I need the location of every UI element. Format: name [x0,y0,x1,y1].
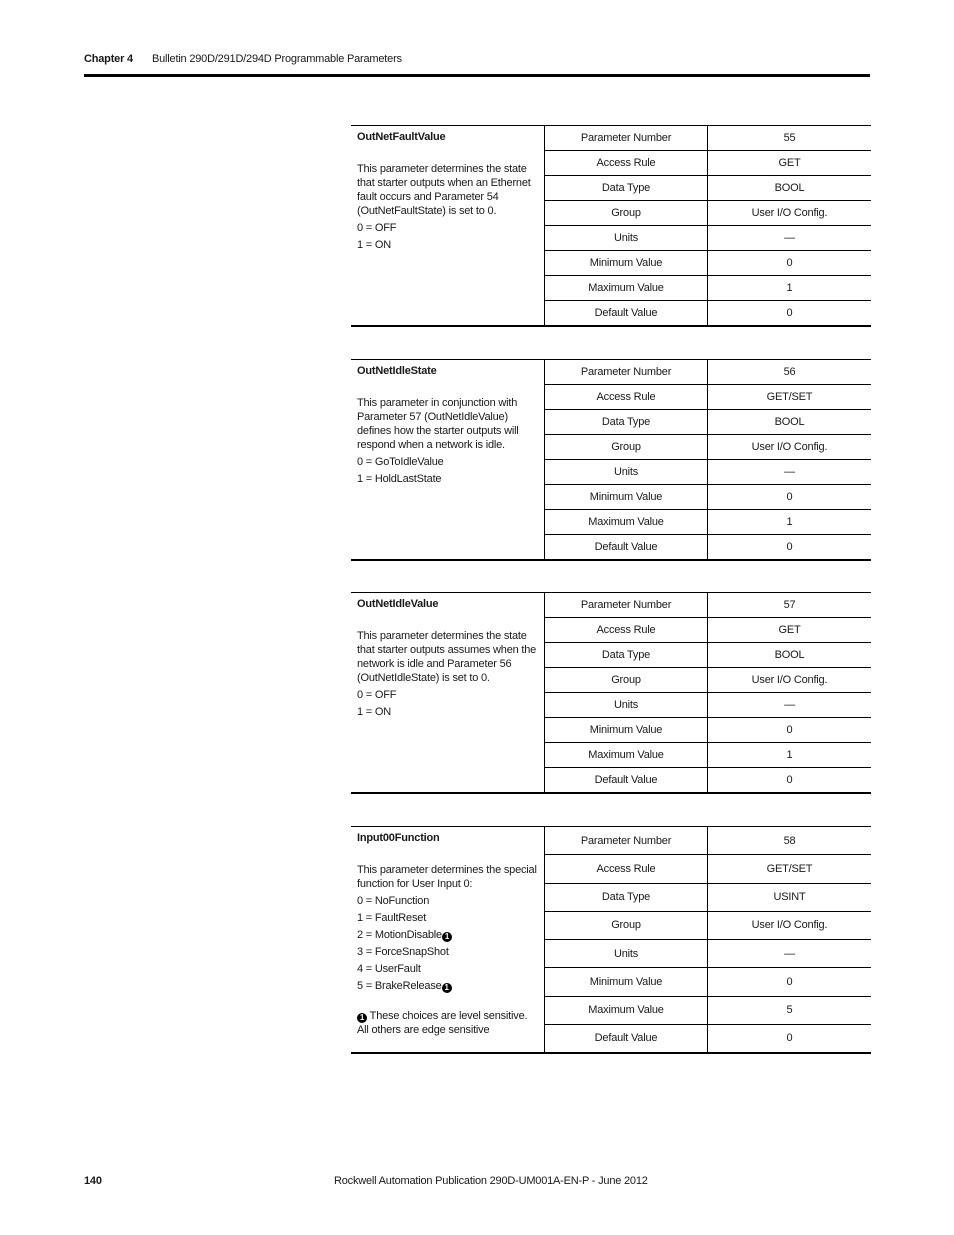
attribute-row [545,410,871,435]
parameter-option-text: 0 = OFF [357,689,397,701]
attribute-value: — [784,947,795,960]
attribute-value: 1 [786,282,793,294]
page-header [84,53,870,65]
parameter-option-text: 2 = MotionDisable [357,929,442,941]
attribute-label: Data Type [545,410,708,434]
parameter-description-cell [351,827,545,1052]
attribute-value: BOOL [774,182,805,194]
attribute-row [545,251,871,276]
attribute-label: Group [545,668,708,692]
attribute-row [545,718,871,743]
parameter-footnote [357,1009,538,1037]
footnote-marker-icon: 1 [442,983,452,993]
attribute-row [545,593,871,618]
attribute-row [545,743,871,768]
parameter-name: OutNetIdleState [357,365,437,377]
attribute-value: 0 [786,307,793,319]
parameter-table [351,826,871,1054]
parameter-footnote-text: These choices are level sensitive. All others are edge sensitive [357,1010,528,1036]
attribute-label: Minimum Value [545,718,708,742]
attribute-value: 0 [786,491,793,503]
parameter-option [357,472,538,486]
attribute-value: 58 [783,834,796,847]
attribute-label: Data Type [545,643,708,667]
header-rule [84,74,870,77]
attribute-value: GET/SET [766,862,813,875]
parameter-attributes [545,827,871,1052]
attribute-label: Group [545,201,708,225]
parameter-description-cell [351,593,545,792]
attribute-row [545,385,871,410]
chapter-label: Chapter 4 [84,53,133,65]
parameter-name: Input00Function [357,832,440,844]
attribute-label: Access Rule [545,855,708,882]
publication-info: Rockwell Automation Publication 290D-UM001A-EN-P - June 2012 [334,1175,648,1187]
attribute-value: 57 [783,599,796,611]
attribute-label: Data Type [545,884,708,911]
attribute-row [545,693,871,718]
attribute-row [545,827,871,855]
parameter-table [351,125,871,327]
attribute-value: 0 [786,541,793,553]
attribute-row [545,940,871,968]
attribute-value: 5 [786,1004,793,1017]
parameter-option [357,945,538,959]
attribute-row [545,997,871,1025]
attribute-value: 0 [786,1032,793,1045]
attribute-value: 0 [786,774,793,786]
attribute-row [545,176,871,201]
parameter-option [357,455,538,469]
attribute-label: Maximum Value [545,510,708,534]
attribute-label: Units [545,693,708,717]
parameter-option [357,238,538,252]
attribute-row [545,301,871,325]
chapter-title: Bulletin 290D/291D/294D Programmable Parameters [152,53,402,65]
attribute-value: 0 [786,257,793,269]
attribute-label: Units [545,940,708,967]
attribute-row [545,226,871,251]
attribute-row [545,510,871,535]
parameter-option-text: 0 = OFF [357,222,397,234]
attribute-row [545,643,871,668]
attribute-label: Access Rule [545,151,708,175]
attribute-value: USINT [773,891,806,904]
attribute-value: 56 [783,366,796,378]
attribute-label: Access Rule [545,618,708,642]
page-number: 140 [84,1175,102,1187]
attribute-row [545,460,871,485]
attribute-value: — [784,699,795,711]
attribute-label: Default Value [545,535,708,559]
parameter-table [351,359,871,561]
attribute-value: 1 [786,516,793,528]
attribute-value: 0 [786,975,793,988]
footnote-marker-icon: 1 [442,932,452,942]
parameter-option-text: 3 = ForceSnapShot [357,946,449,958]
attribute-label: Data Type [545,176,708,200]
attribute-row [545,360,871,385]
attribute-value: BOOL [774,649,805,661]
attribute-label: Access Rule [545,385,708,409]
footnote-marker-icon: 1 [357,1013,367,1023]
attribute-label: Default Value [545,1025,708,1052]
attribute-value: GET/SET [766,391,813,403]
parameter-description-cell [351,126,545,325]
parameter-option [357,221,538,235]
parameter-description: This parameter determines the special function for User Input 0: [357,864,537,890]
attribute-label: Parameter Number [545,593,708,617]
parameter-attributes [545,126,871,325]
parameter-option-text: 5 = BrakeRelease [357,980,442,992]
parameter-attributes [545,593,871,792]
attribute-label: Minimum Value [545,968,708,995]
attribute-value: BOOL [774,416,805,428]
attribute-value: 55 [783,132,796,144]
attribute-row [545,201,871,226]
attribute-value: User I/O Config. [751,441,828,453]
parameter-description-cell [351,360,545,559]
parameter-option-text: 1 = FaultReset [357,912,427,924]
attribute-label: Minimum Value [545,485,708,509]
attribute-label: Maximum Value [545,743,708,767]
parameter-option-text: 1 = ON [357,706,391,718]
parameter-description: This parameter determines the state that starter outputs assumes when the network is idle and Parameter 56 (OutNetIdleState) is set to 0. [357,630,537,684]
attribute-row [545,768,871,792]
attribute-value: User I/O Config. [751,674,828,686]
parameter-option [357,688,538,702]
parameter-option [357,962,538,976]
attribute-value: GET [778,157,801,169]
attribute-value: GET [778,624,801,636]
attribute-value: — [784,466,795,478]
attribute-row [545,1025,871,1052]
attribute-label: Default Value [545,301,708,325]
parameter-option-text: 4 = UserFault [357,963,421,975]
attribute-row [545,535,871,559]
attribute-value: User I/O Config. [751,207,828,219]
attribute-row [545,912,871,940]
attribute-label: Units [545,226,708,250]
attribute-value: — [784,232,795,244]
attribute-row [545,151,871,176]
attribute-label: Minimum Value [545,251,708,275]
attribute-label: Parameter Number [545,360,708,384]
attribute-label: Parameter Number [545,827,708,854]
parameter-description: This parameter determines the state that starter outputs when an Ethernet fault occurs and Parameter 54 (OutNetFaultState) is set to 0. [357,163,531,217]
parameter-name: OutNetIdleValue [357,598,439,610]
attribute-row [545,276,871,301]
attribute-value: User I/O Config. [751,919,828,932]
attribute-label: Group [545,435,708,459]
parameter-attributes [545,360,871,559]
parameter-option-text: 1 = HoldLastState [357,473,442,485]
parameter-option [357,928,538,942]
parameter-option [357,894,538,908]
attribute-row [545,435,871,460]
parameter-option [357,979,538,993]
parameter-option [357,705,538,719]
attribute-value: 1 [786,749,793,761]
attribute-row [545,126,871,151]
parameter-option-text: 0 = GoToIdleValue [357,456,444,468]
parameter-description: This parameter in conjunction with Parameter 57 (OutNetIdleValue) defines how the starter outputs will respond when a network is idle. [357,397,519,451]
attribute-row [545,884,871,912]
attribute-label: Group [545,912,708,939]
page-footer [84,1175,870,1187]
attribute-value: 0 [786,724,793,736]
attribute-row [545,855,871,883]
parameter-name: OutNetFaultValue [357,131,446,143]
attribute-label: Default Value [545,768,708,792]
attribute-label: Maximum Value [545,997,708,1024]
attribute-label: Units [545,460,708,484]
attribute-row [545,968,871,996]
attribute-row [545,668,871,693]
attribute-row [545,618,871,643]
attribute-label: Maximum Value [545,276,708,300]
attribute-label: Parameter Number [545,126,708,150]
parameter-option-text: 1 = ON [357,239,391,251]
attribute-row [545,485,871,510]
parameter-option-text: 0 = NoFunction [357,895,430,907]
parameter-table [351,592,871,794]
parameter-option [357,911,538,925]
